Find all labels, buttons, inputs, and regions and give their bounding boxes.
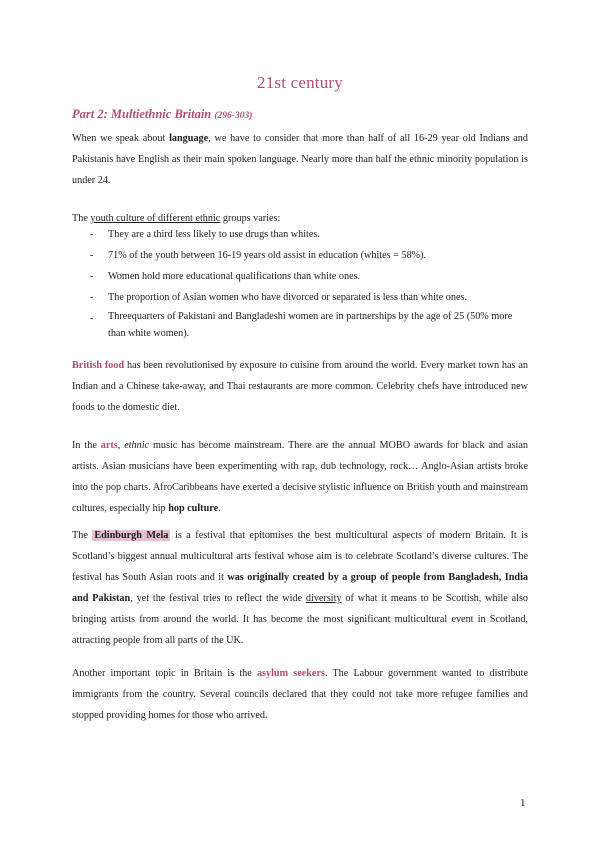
keyword-british-food: British food	[72, 360, 125, 371]
text: . The Labour government wanted to distribute immigrants from the country. Several councils declared that they could not take more refugee families and stopped providing homes for those who arrived.	[72, 668, 528, 721]
keyword-arts: arts	[100, 440, 118, 451]
text: The	[72, 213, 91, 224]
keyword-ethnic: ethnic	[124, 440, 150, 451]
text: , yet the festival tries to reflect the wide	[130, 593, 306, 604]
keyword-hop-culture: hop culture	[168, 503, 219, 514]
page-title: 21st century	[257, 73, 343, 92]
text: The	[72, 530, 93, 541]
section-heading	[72, 107, 252, 122]
page-number: 1	[520, 797, 526, 809]
text: ,	[117, 440, 125, 451]
text: In the	[72, 440, 101, 451]
keyword-language: language	[169, 133, 209, 144]
section-pages: (296-303)	[214, 111, 253, 121]
text: is a festival that epitomises the best multicultural aspects of modern Britain. It is Scotland’s biggest annual multicultural arts festival whose aim is to celebrate Scotland’s diverse cultures. The festival has South Asian roots and it	[72, 530, 528, 583]
list-item-text: They are a third less likely to use drugs than whites.	[108, 229, 320, 240]
list-item	[72, 224, 528, 245]
paragraph-edinburgh-mela	[72, 525, 528, 651]
youth-culture-list	[72, 224, 528, 344]
paragraph-arts	[72, 435, 528, 519]
text: music has become mainstream. There are the annual MOBO awards for black and asian artists. Asian musicians have been experimenting with rap, dub technology, rock… Anglo-Asian artists broke into the pop charts. AfroCaribbeans have exerted a decisive stylistic influence on British youth and mainstream cultures, especially hip	[72, 440, 528, 514]
list-item-text: Women hold more educational qualifications than white ones.	[108, 271, 361, 282]
keyword-asylum-seekers: asylum seekers	[256, 668, 325, 679]
list-item	[72, 308, 528, 342]
list-item-text: 71% of the youth between 16-19 years old assist in education (whites = 58%).	[108, 250, 427, 261]
text: .	[218, 503, 221, 514]
text: When we speak about	[72, 133, 170, 144]
list-item-text: The proportion of Asian women who have divorced or separated is less than white ones.	[108, 292, 468, 303]
keyword-youth-culture: youth culture of different ethnic	[90, 213, 221, 224]
dash-bullet: -	[90, 229, 94, 240]
dash-bullet: -	[90, 271, 94, 282]
keyword-diversity: diversity	[305, 593, 342, 604]
section-heading-text: Part 2: Multiethnic Britain	[72, 107, 212, 121]
list-item	[72, 245, 528, 266]
text: of what it means to be Scottish, while also bringing artists from around the world. It has become the most significant multicultural event in Scotland, attracting people from all parts of the UK.	[72, 593, 529, 646]
paragraph-british-food	[72, 355, 528, 418]
text: groups varies:	[220, 213, 281, 224]
dash-bullet: -	[90, 313, 94, 324]
list-item	[72, 266, 528, 287]
text: , we have to consider that more than half of all 16-29 year old Indians and Pakistanis have English as their main spoken language. Nearly more than half the ethnic minority population is under 24.	[72, 133, 528, 186]
list-item-text: Threequarters of Pakistani and Bangladeshi women are in partnerships by the age of 25 (50% more than white women).	[108, 311, 513, 339]
dash-bullet: -	[90, 292, 94, 303]
dash-bullet: -	[90, 250, 94, 261]
list-item	[72, 287, 528, 308]
text: has been revolutionised by exposure to cuisine from around the world. Every market town has an Indian and a Chinese take-away, and Thai restaurants are more common. Celebrity chefs have introduced new foods to the domestic diet.	[72, 360, 528, 413]
keyword-edinburgh-mela: Edinburgh Mela	[94, 530, 169, 541]
paragraph-asylum-seekers	[72, 663, 528, 726]
keyword-origin: was originally created by a group of people from Bangladesh, India and Pakistan	[72, 572, 528, 604]
paragraph-language	[72, 128, 528, 191]
text: Another important topic in Britain is the	[72, 668, 257, 679]
